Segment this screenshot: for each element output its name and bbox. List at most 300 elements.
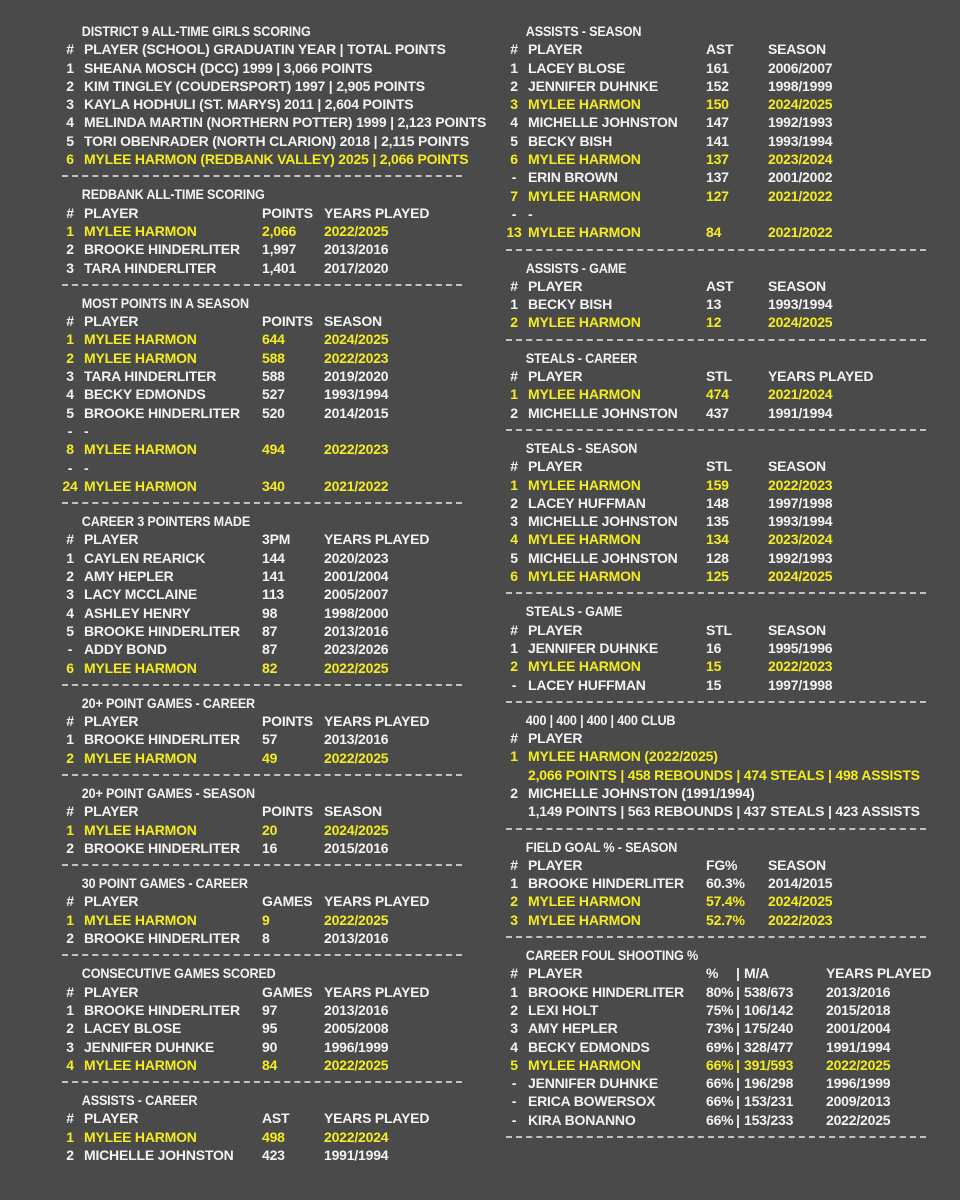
player-name: MYLEE HARMON bbox=[528, 151, 641, 168]
ma-header: M/A bbox=[744, 965, 770, 982]
table-row bbox=[62, 585, 462, 603]
divider: | bbox=[736, 1020, 740, 1037]
pct-value: 66% bbox=[706, 1111, 734, 1128]
divider: | bbox=[736, 1056, 740, 1073]
highlight-row bbox=[506, 385, 926, 403]
table-header bbox=[506, 457, 926, 475]
player-name: BROOKE HINDERLITER bbox=[84, 622, 240, 639]
stat-value: 84 bbox=[262, 1056, 278, 1073]
stat-value: 137 bbox=[706, 151, 729, 168]
table-row bbox=[62, 604, 462, 622]
stat-value: 90 bbox=[262, 1038, 278, 1055]
rank-header: # bbox=[66, 531, 74, 548]
years-value: 2021/2022 bbox=[768, 224, 833, 241]
table-row bbox=[506, 1019, 926, 1037]
years-value: 1993/1994 bbox=[768, 296, 833, 313]
player-header: PLAYER bbox=[528, 277, 583, 294]
stat-value: 437 bbox=[706, 404, 729, 421]
player-name: MYLEE HARMON bbox=[528, 568, 641, 585]
player-header: PLAYER bbox=[84, 713, 139, 730]
table-header bbox=[62, 983, 462, 1001]
section-title: REDBANK ALL-TIME SCORING bbox=[81, 186, 265, 203]
stat-section bbox=[506, 946, 932, 1138]
player-name: MYLEE HARMON bbox=[84, 821, 197, 838]
years-value: 2020/2023 bbox=[324, 549, 389, 566]
stat-value: 15 bbox=[706, 676, 722, 693]
stat-value: 147 bbox=[706, 114, 729, 131]
years-value: 2022/2023 bbox=[324, 441, 389, 458]
years-value: 2001/2004 bbox=[324, 568, 389, 585]
years-value: 1992/1993 bbox=[768, 114, 833, 131]
dashed-divider bbox=[62, 864, 462, 866]
player-name: MYLEE HARMON bbox=[84, 331, 197, 348]
stat-header: POINTS bbox=[262, 713, 313, 730]
highlight-row bbox=[506, 95, 926, 113]
years-value: 2023/2024 bbox=[768, 531, 833, 548]
right-column bbox=[506, 22, 932, 1146]
player-header: PLAYER bbox=[84, 803, 139, 820]
years-value: 2024/2025 bbox=[324, 821, 389, 838]
player-name: MYLEE HARMON bbox=[528, 187, 641, 204]
rank: 2 bbox=[66, 241, 74, 258]
player-header: PLAYER bbox=[84, 531, 139, 548]
rank: 4 bbox=[510, 114, 518, 131]
player-name: BECKY BISH bbox=[528, 132, 613, 149]
rank-header: # bbox=[66, 41, 74, 58]
dashed-divider bbox=[62, 954, 462, 956]
dashed-divider bbox=[62, 502, 462, 504]
stat-value: 16 bbox=[706, 639, 722, 656]
table-row bbox=[62, 259, 462, 277]
years-value: 2022/2025 bbox=[324, 659, 389, 676]
rank-header: # bbox=[66, 1110, 74, 1127]
stat-section bbox=[506, 439, 926, 594]
divider: | bbox=[736, 983, 740, 1000]
section-title: 400 | 400 | 400 | 400 CLUB bbox=[525, 711, 676, 728]
years-value: 2024/2025 bbox=[768, 314, 833, 331]
table-header bbox=[62, 892, 462, 910]
stat-value: 82 bbox=[262, 659, 278, 676]
divider: | bbox=[736, 1038, 740, 1055]
stat-section bbox=[62, 512, 462, 686]
years-value: 2024/2025 bbox=[768, 96, 833, 113]
section-title: DISTRICT 9 ALL-TIME GIRLS SCORING bbox=[81, 23, 311, 39]
player-header: PLAYER bbox=[84, 313, 139, 330]
years-value: 2022/2024 bbox=[324, 1128, 389, 1145]
player-name: BROOKE HINDERLITER bbox=[84, 241, 240, 258]
player-name: MYLEE HARMON bbox=[84, 349, 197, 366]
rank: 4 bbox=[66, 114, 74, 131]
table-row bbox=[506, 983, 926, 1001]
section-title: STEALS - CAREER bbox=[525, 349, 638, 366]
rank-header: # bbox=[510, 730, 518, 747]
ma-value: 196/298 bbox=[744, 1075, 794, 1092]
highlight-row bbox=[506, 187, 926, 205]
years-value: 2024/2025 bbox=[768, 893, 833, 910]
stat-value: 87 bbox=[262, 641, 278, 658]
rank: 6 bbox=[66, 151, 74, 168]
rank: 1 bbox=[510, 748, 518, 765]
table-header bbox=[506, 40, 926, 58]
pct-value: 66% bbox=[706, 1056, 734, 1073]
player-name: TARA HINDERLITER bbox=[84, 368, 217, 385]
span-header: YEARS PLAYED bbox=[768, 368, 874, 385]
table-row bbox=[506, 494, 926, 512]
player-name: BROOKE HINDERLITER bbox=[84, 404, 240, 421]
rank: 13 bbox=[506, 224, 522, 241]
table-row bbox=[506, 295, 926, 313]
stat-value: 8 bbox=[262, 930, 270, 947]
row-text: MYLEE HARMON (REDBANK VALLEY) 2025 | 2,066 POINTS bbox=[84, 151, 469, 168]
rank: 1 bbox=[510, 296, 518, 313]
rank: 3 bbox=[66, 259, 74, 276]
dashed-divider bbox=[506, 592, 926, 594]
rank: 2 bbox=[510, 77, 518, 94]
years-value: 2001/2004 bbox=[826, 1020, 891, 1037]
table-row bbox=[62, 385, 462, 403]
section-title: ASSISTS - GAME bbox=[525, 259, 627, 276]
rank: 1 bbox=[66, 821, 74, 838]
section-title: CAREER 3 POINTERS MADE bbox=[81, 513, 251, 530]
rank: 3 bbox=[66, 96, 74, 113]
rank: 1 bbox=[510, 476, 518, 493]
table-header bbox=[506, 964, 932, 982]
row-text: TORI OBENRADER (NORTH CLARION) 2018 | 2,115 POINTS bbox=[84, 132, 469, 149]
player-name: JENNIFER DUHNKE bbox=[528, 1075, 659, 1092]
highlight-row bbox=[62, 821, 462, 839]
row-text: SHEANA MOSCH (DCC) 1999 | 3,066 POINTS bbox=[84, 59, 373, 76]
rank: - bbox=[511, 205, 517, 222]
span-header: YEARS PLAYED bbox=[324, 204, 430, 221]
table-header bbox=[62, 1109, 462, 1127]
player-name: MICHELLE JOHNSTON bbox=[528, 549, 678, 566]
player-name: ERICA BOWERSOX bbox=[528, 1093, 656, 1110]
years-value: 1997/1998 bbox=[768, 494, 833, 511]
rank: 1 bbox=[510, 875, 518, 892]
table-row bbox=[62, 839, 462, 857]
rank: - bbox=[511, 676, 517, 693]
span-header: SEASON bbox=[768, 277, 826, 294]
years-value: 1991/1994 bbox=[826, 1038, 891, 1055]
table-header bbox=[62, 712, 462, 730]
table-row bbox=[62, 640, 462, 658]
stat-header: 3PM bbox=[262, 531, 291, 548]
player-header: PLAYER bbox=[84, 1110, 139, 1127]
table-row bbox=[506, 59, 926, 77]
years-value: 2022/2025 bbox=[324, 1056, 389, 1073]
table-row bbox=[506, 676, 926, 694]
rank-header: # bbox=[510, 965, 518, 982]
rank: 2 bbox=[510, 494, 518, 511]
player-name: BROOKE HINDERLITER bbox=[84, 839, 240, 856]
player-name: LACY MCCLAINE bbox=[84, 586, 198, 603]
table-row bbox=[62, 113, 487, 131]
span-header: SEASON bbox=[324, 313, 382, 330]
rank: 6 bbox=[510, 568, 518, 585]
rank: 2 bbox=[66, 1147, 74, 1164]
rank: 3 bbox=[510, 1020, 518, 1037]
years-value: 1993/1994 bbox=[324, 386, 389, 403]
stat-value: 152 bbox=[706, 77, 729, 94]
rank: 2 bbox=[510, 1001, 518, 1018]
years-value: 2021/2022 bbox=[768, 187, 833, 204]
stat-section bbox=[506, 349, 926, 431]
stat-header: STL bbox=[706, 458, 732, 475]
row-text: 2,066 POINTS | 458 REBOUNDS | 474 STEALS | 498 ASSISTS bbox=[528, 766, 920, 783]
years-value: 2021/2022 bbox=[324, 477, 389, 494]
table-row bbox=[62, 1038, 462, 1056]
stat-value: 148 bbox=[706, 494, 729, 511]
years-value: 2022/2025 bbox=[826, 1111, 891, 1128]
table-row bbox=[62, 59, 462, 77]
stat-section bbox=[506, 711, 926, 830]
player-name: MYLEE HARMON bbox=[528, 911, 641, 928]
years-value: 2015/2018 bbox=[826, 1001, 891, 1018]
rank-header: # bbox=[66, 313, 74, 330]
years-value: 1998/2000 bbox=[324, 604, 389, 621]
rank: 1 bbox=[66, 549, 74, 566]
ma-value: 328/477 bbox=[744, 1038, 794, 1055]
years-value: 2017/2020 bbox=[324, 259, 389, 276]
player-name: - bbox=[528, 205, 533, 222]
dashed-divider bbox=[506, 936, 926, 938]
rank: 3 bbox=[66, 368, 74, 385]
stat-value: 423 bbox=[262, 1147, 285, 1164]
rank: 2 bbox=[510, 893, 518, 910]
table-row bbox=[62, 929, 462, 947]
stat-value: 98 bbox=[262, 604, 278, 621]
player-name: MYLEE HARMON bbox=[528, 476, 641, 493]
player-name: JENNIFER DUHNKE bbox=[528, 77, 659, 94]
stat-header: FG% bbox=[706, 856, 738, 873]
stat-value: 1,401 bbox=[262, 259, 297, 276]
rank: 2 bbox=[66, 749, 74, 766]
stat-value: 498 bbox=[262, 1128, 285, 1145]
rank: - bbox=[67, 459, 73, 476]
table-row bbox=[62, 459, 462, 477]
years-value: 2005/2007 bbox=[324, 586, 389, 603]
rank: 2 bbox=[66, 77, 74, 94]
section-title: ASSISTS - CAREER bbox=[81, 1092, 198, 1109]
rank: - bbox=[67, 641, 73, 658]
rank: 2 bbox=[510, 404, 518, 421]
years-value: 2013/2016 bbox=[324, 731, 389, 748]
years-value: 1996/1999 bbox=[324, 1038, 389, 1055]
dashed-divider bbox=[506, 249, 926, 251]
highlight-row bbox=[62, 749, 462, 767]
player-name: TARA HINDERLITER bbox=[84, 259, 217, 276]
rank-header: # bbox=[510, 621, 518, 638]
years-value: 2019/2020 bbox=[324, 368, 389, 385]
player-name: BECKY EDMONDS bbox=[84, 386, 206, 403]
player-name: MICHELLE JOHNSTON bbox=[528, 114, 678, 131]
rank-header: # bbox=[510, 41, 518, 58]
years-value: 2013/2016 bbox=[826, 983, 891, 1000]
divider: | bbox=[736, 1001, 740, 1018]
dashed-divider bbox=[62, 684, 462, 686]
highlight-row bbox=[62, 349, 462, 367]
player-header: PLAYER bbox=[528, 368, 583, 385]
rank: 8 bbox=[66, 441, 74, 458]
stat-header: GAMES bbox=[262, 893, 313, 910]
rank-header: # bbox=[510, 458, 518, 475]
highlight-row bbox=[506, 1056, 926, 1074]
player-name: MYLEE HARMON bbox=[528, 658, 641, 675]
player-name: LEXI HOLT bbox=[528, 1001, 599, 1018]
section-title: MOST POINTS IN A SEASON bbox=[81, 294, 249, 311]
rank: 2 bbox=[510, 658, 518, 675]
pct-value: 73% bbox=[706, 1020, 734, 1037]
stat-value: 527 bbox=[262, 386, 285, 403]
player-name: AMY HEPLER bbox=[528, 1020, 618, 1037]
player-name: MICHELLE JOHNSTON bbox=[528, 404, 678, 421]
years-value: 2024/2025 bbox=[324, 331, 389, 348]
stat-section bbox=[62, 294, 462, 504]
row-text: KIM TINGLEY (COUDERSPORT) 1997 | 2,905 POINTS bbox=[84, 77, 425, 94]
stat-value: 125 bbox=[706, 568, 729, 585]
rank-header: # bbox=[66, 893, 74, 910]
rank-header: # bbox=[510, 277, 518, 294]
stat-value: 474 bbox=[706, 386, 729, 403]
span-header: SEASON bbox=[768, 856, 826, 873]
stat-value: 2,066 bbox=[262, 222, 297, 239]
player-name: MICHELLE JOHNSTON bbox=[528, 513, 678, 530]
highlight-row bbox=[506, 657, 926, 675]
stat-header: POINTS bbox=[262, 803, 313, 820]
stat-section bbox=[62, 694, 462, 776]
stat-value: 15 bbox=[706, 658, 722, 675]
table-row bbox=[62, 367, 462, 385]
stat-value: 16 bbox=[262, 839, 278, 856]
years-value: 1992/1993 bbox=[768, 549, 833, 566]
dashed-divider bbox=[506, 1136, 926, 1138]
rank-header: # bbox=[66, 803, 74, 820]
player-name: MYLEE HARMON bbox=[528, 96, 641, 113]
table-row bbox=[506, 132, 926, 150]
section-title: 20+ POINT GAMES - CAREER bbox=[81, 694, 255, 711]
table-row bbox=[62, 132, 469, 150]
ma-value: 153/233 bbox=[744, 1111, 794, 1128]
pct-header: % bbox=[706, 965, 719, 982]
table-row bbox=[506, 1001, 926, 1019]
table-row bbox=[506, 784, 926, 802]
years-value: 1995/1996 bbox=[768, 639, 833, 656]
span-header: YEARS PLAYED bbox=[324, 531, 430, 548]
section-title: FIELD GOAL % - SEASON bbox=[525, 838, 678, 855]
table-row bbox=[506, 549, 926, 567]
stat-value: 57.4% bbox=[706, 893, 745, 910]
rank: 1 bbox=[510, 59, 518, 76]
span-header: YEARS PLAYED bbox=[324, 713, 430, 730]
years-value: 2022/2025 bbox=[324, 749, 389, 766]
highlight-row bbox=[62, 1128, 462, 1146]
stat-section bbox=[506, 259, 926, 341]
player-name: ASHLEY HENRY bbox=[84, 604, 191, 621]
stat-value: 84 bbox=[706, 224, 722, 241]
rank: 2 bbox=[66, 930, 74, 947]
stat-value: 141 bbox=[262, 568, 285, 585]
table-row bbox=[62, 1146, 462, 1164]
stat-section bbox=[62, 22, 487, 177]
table-header bbox=[506, 856, 926, 874]
player-name: LACEY BLOSE bbox=[528, 59, 626, 76]
rank: 1 bbox=[510, 983, 518, 1000]
pct-value: 69% bbox=[706, 1038, 734, 1055]
player-header: PLAYER bbox=[528, 965, 583, 982]
rank: 2 bbox=[66, 568, 74, 585]
player-name: MYLEE HARMON bbox=[84, 911, 197, 928]
stat-value: 87 bbox=[262, 622, 278, 639]
highlight-row bbox=[62, 222, 462, 240]
rank: 7 bbox=[510, 187, 518, 204]
years-value: 2015/2016 bbox=[324, 839, 389, 856]
stat-section bbox=[506, 602, 926, 702]
dashed-divider bbox=[506, 828, 926, 830]
player-name: BROOKE HINDERLITER bbox=[528, 875, 684, 892]
dashed-divider bbox=[506, 701, 926, 703]
highlight-row bbox=[62, 659, 462, 677]
player-name: - bbox=[84, 459, 89, 476]
player-name: MYLEE HARMON bbox=[528, 893, 641, 910]
stat-value: 135 bbox=[706, 513, 729, 530]
table-header bbox=[62, 204, 462, 222]
rank-header: # bbox=[510, 368, 518, 385]
player-name: CAYLEN REARICK bbox=[84, 549, 206, 566]
player-name: LACEY HUFFMAN bbox=[528, 494, 646, 511]
rank: 1 bbox=[66, 59, 74, 76]
stat-value: 113 bbox=[262, 586, 284, 603]
table-header bbox=[62, 802, 462, 820]
span-header: SEASON bbox=[768, 41, 826, 58]
years-value: 2022/2025 bbox=[324, 911, 389, 928]
player-name: MYLEE HARMON bbox=[528, 1056, 641, 1073]
player-name: LACEY HUFFMAN bbox=[528, 676, 646, 693]
player-name: JENNIFER DUHNKE bbox=[528, 639, 659, 656]
table-row bbox=[506, 1038, 926, 1056]
player-name: MYLEE HARMON bbox=[84, 1056, 197, 1073]
rank: 2 bbox=[510, 784, 518, 801]
years-value: 2014/2015 bbox=[324, 404, 389, 421]
highlight-row bbox=[62, 1056, 462, 1074]
highlight-row bbox=[506, 150, 926, 168]
years-value: 1991/1994 bbox=[324, 1147, 389, 1164]
table-header bbox=[62, 530, 462, 548]
stat-section bbox=[506, 838, 926, 938]
years-value: 2013/2016 bbox=[324, 241, 389, 258]
years-value: 2014/2015 bbox=[768, 875, 833, 892]
rank: 3 bbox=[510, 911, 518, 928]
divider: | bbox=[736, 1075, 740, 1092]
rank: - bbox=[511, 1111, 517, 1128]
rank: - bbox=[67, 422, 73, 439]
table-row bbox=[506, 512, 926, 530]
row-text: MYLEE HARMON (2022/2025) bbox=[528, 748, 718, 765]
table-row bbox=[506, 1092, 926, 1110]
row-text: 1,149 POINTS | 563 REBOUNDS | 437 STEALS | 423 ASSISTS bbox=[528, 803, 920, 820]
stat-header: STL bbox=[706, 368, 732, 385]
stat-value: 144 bbox=[262, 549, 285, 566]
player-name: BECKY EDMONDS bbox=[528, 1038, 650, 1055]
highlight-row bbox=[506, 223, 926, 241]
stat-value: 644 bbox=[262, 331, 285, 348]
rank: - bbox=[511, 1075, 517, 1092]
row-text: KAYLA HODHULI (ST. MARYS) 2011 | 2,604 POINTS bbox=[84, 96, 414, 113]
highlight-row bbox=[506, 766, 926, 784]
pct-value: 75% bbox=[706, 1001, 734, 1018]
player-name: MYLEE HARMON bbox=[84, 1128, 197, 1145]
rank: 2 bbox=[66, 839, 74, 856]
stat-section bbox=[62, 1091, 462, 1164]
